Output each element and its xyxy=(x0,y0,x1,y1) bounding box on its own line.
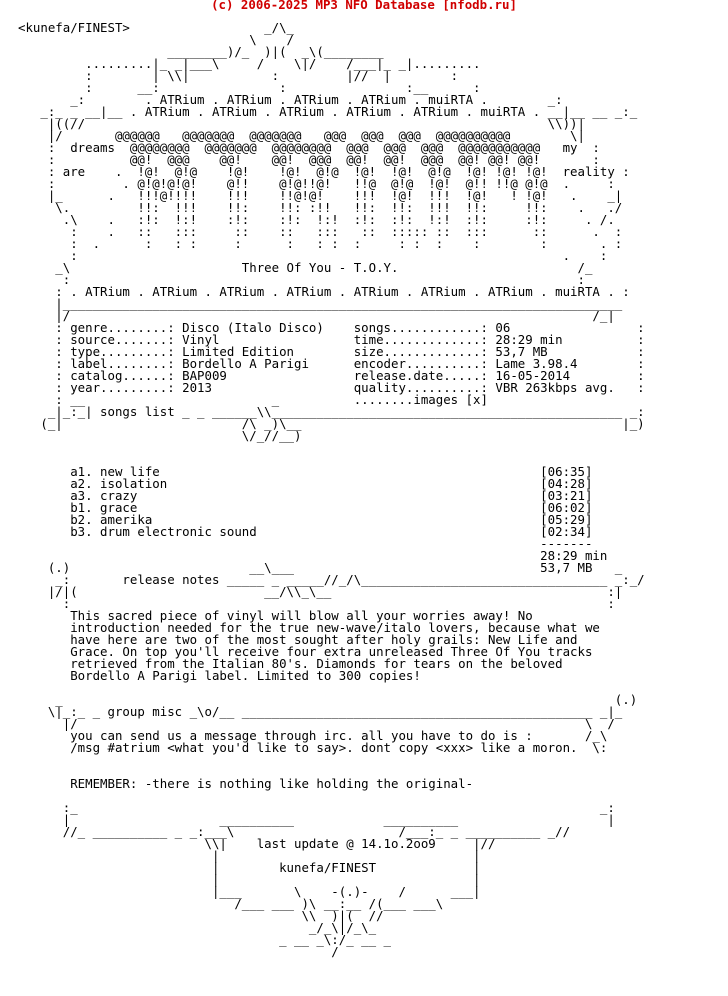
nfo-line: |/ /_| xyxy=(18,308,615,323)
nfo-line: : __ _ ........images [x] xyxy=(18,392,488,407)
nfo-line: _: release notes _____ _ _____//_/\_________________________________ _:_/ xyxy=(18,572,645,587)
nfo-line: //_ __________ _ _:___\ /___:_ _ __________ _// xyxy=(18,824,571,839)
nfo-line: a3. crazy [03:21] xyxy=(18,488,593,503)
nfo-line: : : xyxy=(18,596,615,611)
nfo-line: |___ \ -(.)- / ___| xyxy=(18,884,481,899)
nfodb-copyright-banner: (c) 2006-2025 MP3 NFO Database [nfodb.ru] xyxy=(211,0,517,12)
nfo-line: : label........: Bordello A Parigi encoder..........: Lame 3.98.4 : xyxy=(18,356,645,371)
nfo-line: |_ . !!!@!!!! !!! !!@!@! !!! !@! !!! !@! ! !@! . _| xyxy=(18,188,623,203)
nfo-line: : @@! @@@ @@! @@! @@@ @@! @@! @@@ @@! @@! @@! : xyxy=(18,152,600,167)
nfo-ascii-art-document xyxy=(18,22,645,958)
nfo-line: : are . !@! @!@ !@! !@! @!@ !@! !@! @!@ !@! !@! !@! reality : xyxy=(18,164,630,179)
nfo-line: : . @!@!@!@! @!! @!@!!@! !!@ @!@ !@! @!! !!@ @!@ . : xyxy=(18,176,615,191)
nfo-line: b3. drum electronic sound [02:34] xyxy=(18,524,593,539)
nfo-line: | | xyxy=(18,872,481,887)
nfo-line: | kunefa/FINEST | xyxy=(18,860,481,875)
nfo-line: : . :: ::: :: :: ::: :: ::::: :: ::: :: . : xyxy=(18,224,623,239)
nfo-line: \ / xyxy=(18,32,295,47)
nfo-line: Grace. On top you'll receive four extra unreleased Three Of You tracks xyxy=(18,644,593,659)
nfo-line: _: . ATRium . ATRium . ATRium . ATRium . muiRTA . _: xyxy=(18,92,563,107)
nfo-line: introduction needed for the true new-wave/italo lovers, because what we xyxy=(18,620,600,635)
nfo-line: a1. new life [06:35] xyxy=(18,464,593,479)
nfo-line: _\ Three Of You - T.O.Y. /_ xyxy=(18,260,593,275)
nfo-line: retrieved from the Italian 80's. Diamonds for tears on the beloved xyxy=(18,656,563,671)
nfo-line: |/|( __/\\_\__ :| xyxy=(18,584,623,599)
nfo-line: a2. isolation [04:28] xyxy=(18,476,593,491)
nfo-line: \\ )|( // xyxy=(18,908,384,923)
nfo-line: |((// \\))| xyxy=(18,116,585,131)
nfo-line: \\| last update @ 14.1o.2oo9 |// xyxy=(18,836,496,851)
nfo-line: :_ _: xyxy=(18,800,615,815)
nfo-line: : : xyxy=(18,272,585,287)
nfo-line: : year.........: 2013 quality..........: VBR 263kbps avg. : xyxy=(18,380,645,395)
nfo-line: | | xyxy=(18,848,481,863)
nfo-line: 28:29 min xyxy=(18,548,608,563)
nfo-line: : type.........: Limited Edition size.............: 53,7 MB : xyxy=(18,344,645,359)
nfo-line: : source.......: Vinyl time.............: 28:29 min : xyxy=(18,332,645,347)
nfo-line: (.) __\___ 53,7 MB _ xyxy=(18,560,623,575)
nfo-line: REMEMBER: -there is nothing like holding the original- xyxy=(18,776,474,791)
nfo-line: _:_ _ __|__ . ATRium . ATRium . ATRium . ATRium . ATRium . muiRTA . __|__ __ _:_ xyxy=(18,104,638,119)
nfo-line: |___________________________________________________________________________ xyxy=(18,296,623,311)
nfo-line: : catalog......: BAP009 release.date.....: 16-05-2014 : xyxy=(18,368,645,383)
nfo-line: _/_\|/_\_ xyxy=(18,920,377,935)
nfo-line: \/_//__) xyxy=(18,428,302,443)
nfo-line: Bordello A Parigi label. Limited to 300 copies! xyxy=(18,668,421,683)
nfo-line: have here are two of the most sought after holy grails: New Life and xyxy=(18,632,578,647)
nfo-line: _ __ _\:/_ __ _ xyxy=(18,932,391,947)
nfo-line: : genre........: Disco (Italo Disco) songs............: 06 : xyxy=(18,320,645,335)
nfo-line: | __________ __________ | xyxy=(18,812,615,827)
nfo-line: _ (.) xyxy=(18,692,638,707)
nfo-line: This sacred piece of vinyl will blow all your worries away! No xyxy=(18,608,533,623)
nfo-line: ________)/_ )|( _\(________ xyxy=(18,44,384,59)
nfo-line: : | \\| : |// | : xyxy=(18,68,459,83)
nfo-line: (_| /\ _)\__ |_) xyxy=(18,416,645,431)
nfo-line: .\ . :!: !:! :!: :!: !:! :!: :!: !:! :!: :!: . /. xyxy=(18,212,615,227)
nfo-line: \|_:_ _ group misc _\o/__ _______________________________________________ _|_ xyxy=(18,704,623,719)
nfo-line: _|_:_| songs list _ _ ______\\_______________________________________________ _: xyxy=(18,404,645,419)
nfo-line: .........|_ _|___\ / \|/ /___|_ _|......... xyxy=(18,56,481,71)
nfo-line: <kunefa/FINEST> _/\_ xyxy=(18,20,295,35)
nfo-line: |/ @@@@@@ @@@@@@@ @@@@@@@ @@@ @@@ @@@ @@@@@@@@@@ \| xyxy=(18,128,585,143)
nfo-line: |/ \ / xyxy=(18,716,615,731)
nfo-line: you can send us a message through irc. all you have to do is : /_\ xyxy=(18,728,608,743)
nfo-line: \. !!: !!! !!: !!: :!! !!: !!: !!! !!: !!: . ./ xyxy=(18,200,623,215)
nfo-line: /___ ___ )\ __:__ /(___ ___\ xyxy=(18,896,444,911)
nfo-line: : __: : :__ : xyxy=(18,80,481,95)
nfo-line: : . ATRium . ATRium . ATRium . ATRium . ATRium . ATRium . ATRium . muiRTA . : xyxy=(18,284,630,299)
nfo-line: : dreams @@@@@@@@ @@@@@@@ @@@@@@@@ @@@ @@@ @@@ @@@@@@@@@@@ my : xyxy=(18,140,600,155)
nfo-line: : . : xyxy=(18,248,608,263)
nfo-line: ------- xyxy=(18,536,593,551)
nfo-line: b1. grace [06:02] xyxy=(18,500,593,515)
nfo-line: / xyxy=(18,944,339,959)
nfo-line: : . : : : : : : : : : : : : : . : xyxy=(18,236,623,251)
nfo-line: /msg #atrium <what you'd like to say>. dont copy <xxx> like a moron. \: xyxy=(18,740,608,755)
nfo-line: b2. amerika [05:29] xyxy=(18,512,593,527)
